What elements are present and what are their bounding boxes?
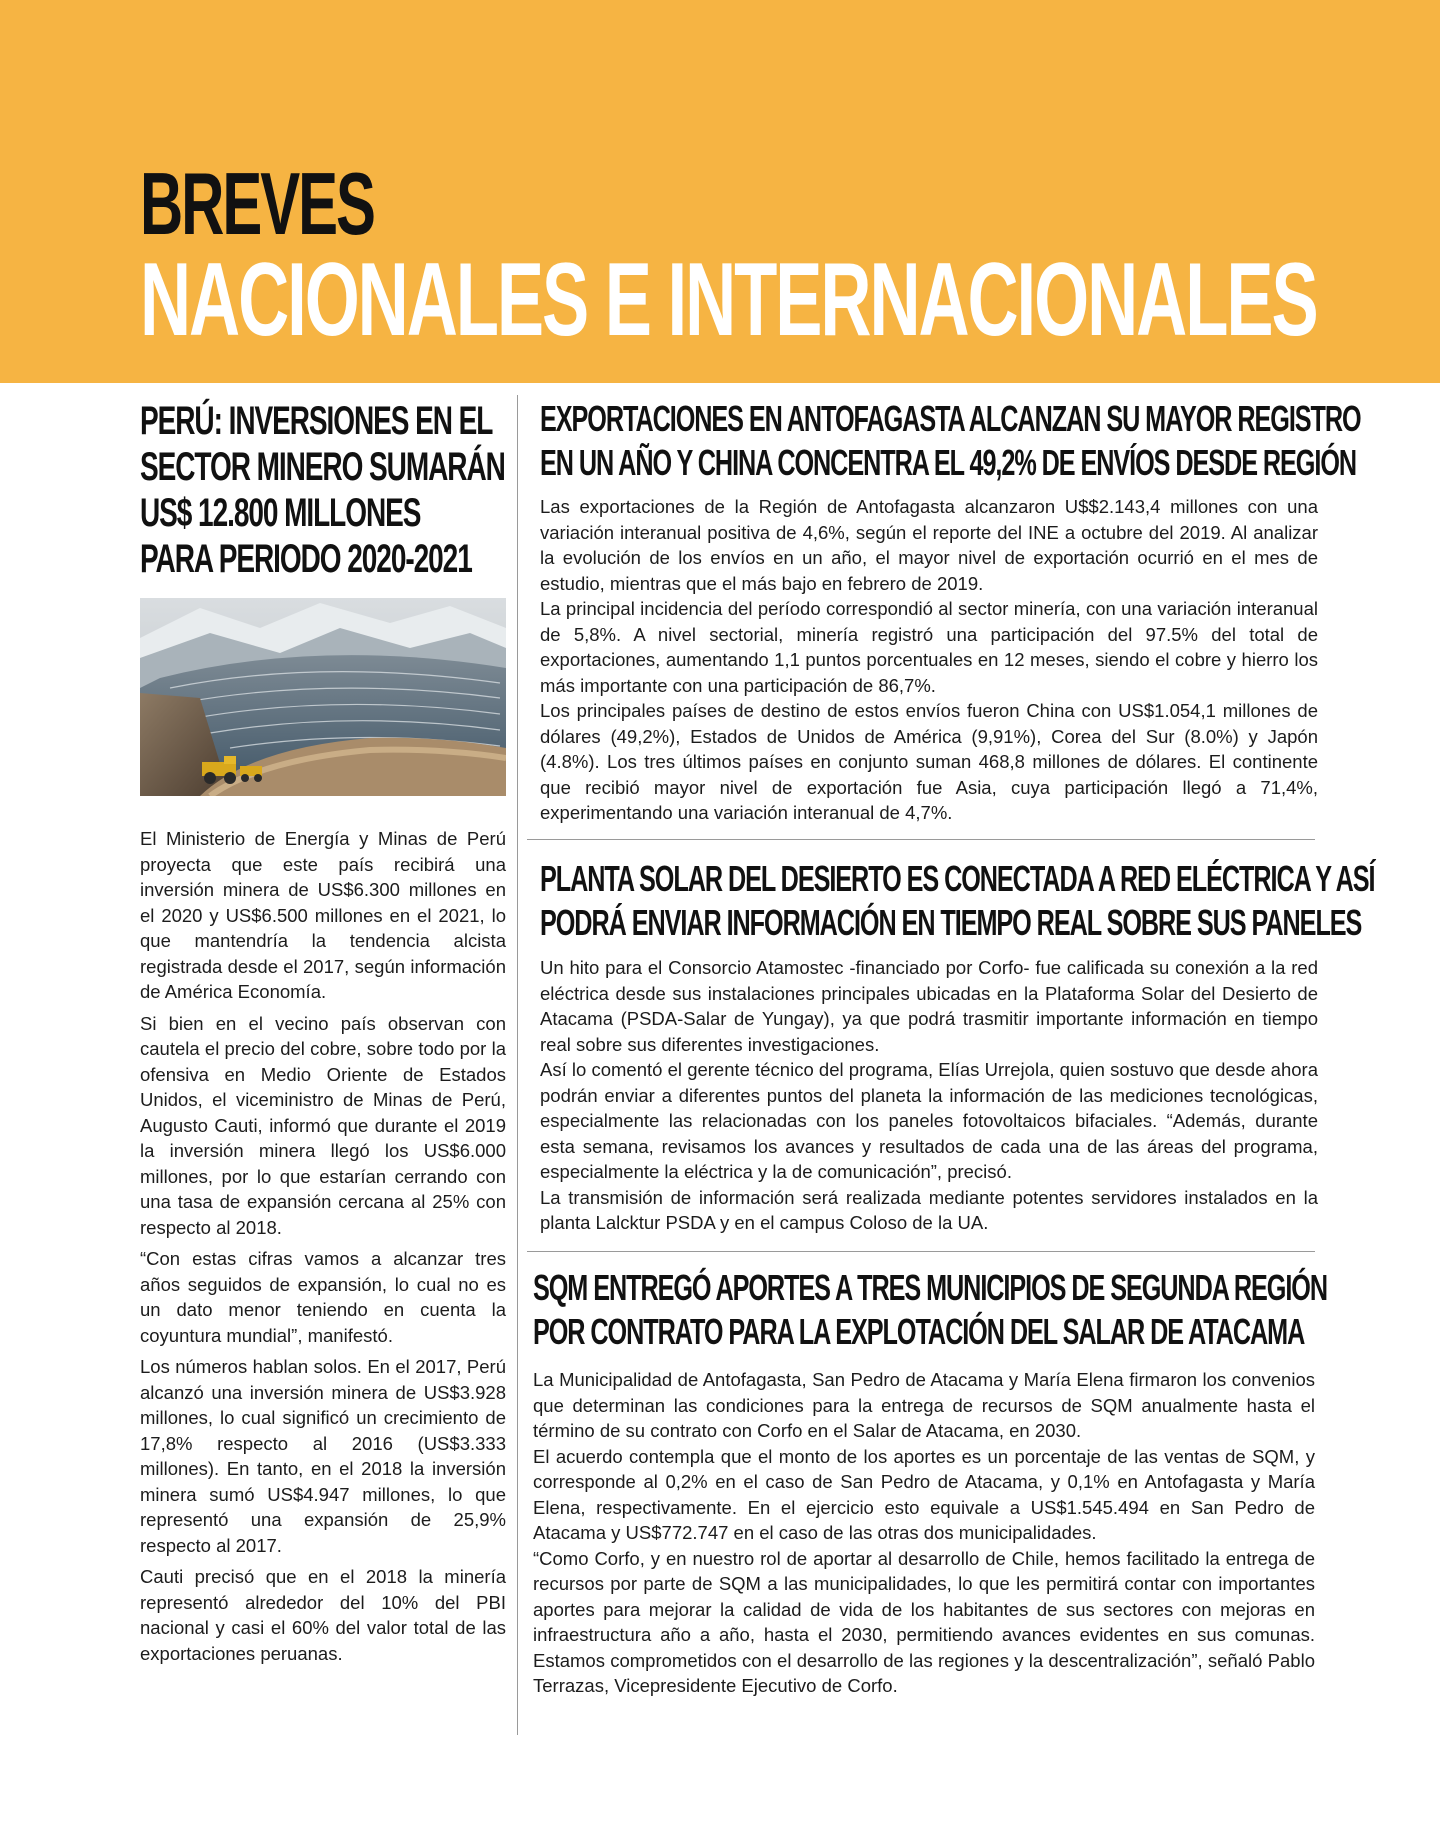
paragraph: El acuerdo contempla que el monto de los aportes es un porcentaje de las ventas de SQM, y corresponde al 0,2% en el caso de San Pedro de Atacama, y 0,1% en Antofagasta y María Elena, respectivamente. En el ejercicio esto equivale a US$1.545.494 en San Pedro de Atacama y US$772.747 en el caso de las otras dos municipalidades. <box>533 1445 1315 1543</box>
article-1-headline: EXPORTACIONES EN ANTOFAGASTA ALCANZAN SU MAYOR REGISTRO EN UN AÑO Y CHINA CONCENTRA EL 49,2% DE ENVÍOS DESDE REGIÓN <box>540 398 1361 483</box>
article-divider <box>527 1251 1315 1252</box>
paragraph: Los números hablan solos. En el 2017, Perú alcanzó una inversión minera de US$3.928 millones, lo cual significó un crecimiento de 17,8% respecto al 2016 (US$3.333 millones). En tanto, en el 2018 la inversión minera sumó US$4.947 millones, lo que representó una expansión de 25,9% respecto al 2017. <box>140 1356 506 1556</box>
paragraph: El Ministerio de Energía y Minas de Perú proyecta que este país recibirá una inversión minera de US$6.300 millones en el 2020 y US$6.500 millones en el 2021, lo que mantendría la tendencia alcista registrada desde el 2017, según información de América Economía. <box>140 828 506 1002</box>
paragraph: La Municipalidad de Antofagasta, San Pedro de Atacama y María Elena firmaron los convenios que determinan las condiciones para la entrega de recursos de SQM anualmente hasta el término de su contrato con Corfo en el Salar de Atacama, en 2030. <box>533 1369 1315 1441</box>
paragraph: Cauti precisó que en el 2018 la minería representó alrededor del 10% del PBI nacional y casi el 60% del valor total de las exportaciones peruanas. <box>140 1566 506 1664</box>
mine-photo <box>140 598 506 796</box>
left-article-body <box>140 826 506 1672</box>
section-header <box>0 0 1440 383</box>
article-divider <box>527 839 1315 840</box>
article-3-headline: SQM ENTREGÓ APORTES A TRES MUNICIPIOS DE SEGUNDA REGIÓN POR CONTRATO PARA LA EXPLOTACIÓN DEL SALAR DE ATACAMA <box>533 1267 1327 1352</box>
left-article-headline: PERÚ: INVERSIONES EN EL SECTOR MINERO SUMARÁN US$ 12.800 MILLONES PARA PERIODO 2020-2021 <box>140 399 505 581</box>
article-1-body <box>540 494 1318 826</box>
article-2-body <box>540 955 1318 1236</box>
column-divider <box>517 395 518 1735</box>
paragraph: Si bien en el vecino país observan con cautela el precio del cobre, sobre todo por la ofensiva en Medio Oriente de Estados Unidos, el viceministro de Minas de Perú, Augusto Cauti, informó que durante el 2019 la inversión minera llegó los US$6.000 millones, por lo que estarían cerrando con una tasa de expansión cercana al 25% con respecto al 2018. <box>140 1012 506 1238</box>
paragraph: “Con estas cifras vamos a alcanzar tres años seguidos de expansión, lo cual no es un dato menor teniendo en cuenta la coyuntura mundial”, manifestó. <box>140 1248 506 1346</box>
paragraph: “Como Corfo, y en nuestro rol de aportar al desarrollo de Chile, hemos facilitado la entrega de recursos por parte de SQM a las municipalidades, lo que les permitirá contar con importantes aportes para mejorar la calidad de vida de los habitantes de sus sectores con mejoras en infraestructura año a año, hasta el 2030, permitiendo avances evidentes en sus comunas. Estamos comprometidos con el desarrollo de las regiones y la descentralización”, señaló Pablo Terrazas, Vicepresidente Ejecutivo de Corfo. <box>533 1547 1315 1696</box>
article-2-headline: PLANTA SOLAR DEL DESIERTO ES CONECTADA A RED ELÉCTRICA Y ASÍ PODRÁ ENVIAR INFORMACIÓN EN TIEMPO REAL SOBRE SUS PANELES <box>540 858 1375 943</box>
paragraph: La principal incidencia del período correspondió al sector minería, con una variación interanual de 5,8%. A nivel sectorial, minería registró una participación del 97.5% del total de exportaciones, aumentando 1,1 puntos porcentuales en 12 meses, siendo el cobre y hierro los más importante con una participación de 86,7%. <box>540 598 1318 696</box>
article-3-body <box>533 1367 1315 1699</box>
section-title: NACIONALES E INTERNACIONALES <box>140 242 1317 358</box>
paragraph: Un hito para el Consorcio Atamostec -financiado por Corfo- fue calificada su conexión a la red eléctrica desde sus instalaciones principales ubicadas en la Plataforma Solar del Desierto de Atacama (PSDA-Salar de Yungay), ya que podrá trasmitir importante información en tiempo real sobre sus diferentes investigaciones. <box>540 957 1318 1055</box>
paragraph: Las exportaciones de la Región de Antofagasta alcanzaron U$$2.143,4 millones con una variación interanual positiva de 4,6%, según el reporte del INE a octubre del 2019. Al analizar la evolución de los envíos en un año, el mayor nivel de exportación ocurrió en el mes de estudio, mientras que el más bajo en febrero de 2019. <box>540 496 1318 594</box>
paragraph: Así lo comentó el gerente técnico del programa, Elías Urrejola, quien sostuvo que desde ahora podrán enviar a diferentes puntos del planeta la información de las mediciones tecnológicas, especialmente las relacionadas con los paneles fotovoltaicos bifaciales. “Además, durante esta semana, revisamos los avances y resultados de cada una de las áreas del programa, especialmente la eléctrica y la de comunicación”, precisó. <box>540 1059 1318 1182</box>
paragraph: Los principales países de destino de estos envíos fueron China con US$1.054,1 millones de dólares (49,2%), Estados de Unidos de América (9,91%), Corea del Sur (8.0%) y Japón (4.8%). Los tres últimos países en conjunto suman 468,8 millones de dólares. El continente que recibió mayor nivel de exportación fue Asia, cuya participación llegó a 71,4%, experimentando una variación interanual de 4,7%. <box>540 700 1318 823</box>
section-kicker: BREVES <box>140 154 374 253</box>
paragraph: La transmisión de información será realizada mediante potentes servidores instalados en la planta Lalcktur PSDA y en el campus Coloso de la UA. <box>540 1186 1318 1233</box>
